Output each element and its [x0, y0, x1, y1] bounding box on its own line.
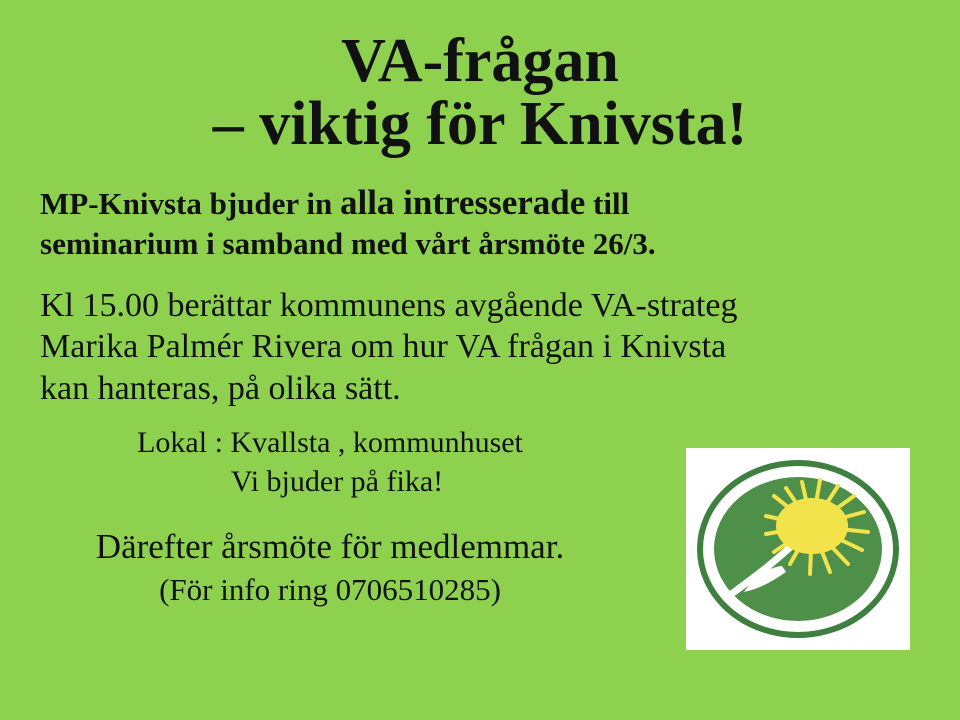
body-line-1: Kl 15.00 berättar kommunens avgående VA-strateg — [40, 286, 738, 324]
intro-part-1: MP-Knivsta bjuder in — [40, 186, 340, 222]
title-line-2: – viktig för Knivsta! — [212, 90, 748, 159]
intro-emphasis: alla intresserade — [339, 183, 586, 223]
intro-part-2: till — [585, 186, 630, 222]
fika-line: Vi bjuder på fika! — [230, 465, 444, 499]
dandelion-logo-icon — [686, 448, 910, 650]
closing-line: Därefter årsmöte för medlemmar. — [95, 527, 565, 567]
page-title — [26, 27, 934, 159]
venue-line: Lokal : Kvallsta , kommunhuset — [137, 426, 523, 460]
maskros-logo — [686, 448, 910, 650]
intro-paragraph — [26, 182, 934, 263]
title-line-1: VA-frågan — [341, 27, 619, 95]
body-line-3: kan hanteras, på olika sätt. — [40, 369, 401, 407]
contact-phone: (För info ring 0706510285) — [159, 572, 501, 608]
intro-line-2: seminarium i samband med vårt årsmöte 26/3. — [40, 226, 656, 262]
body-line-2: Marika Palmér Rivera om hur VA frågan i Knivsta — [40, 328, 727, 366]
body-paragraph — [26, 285, 934, 409]
